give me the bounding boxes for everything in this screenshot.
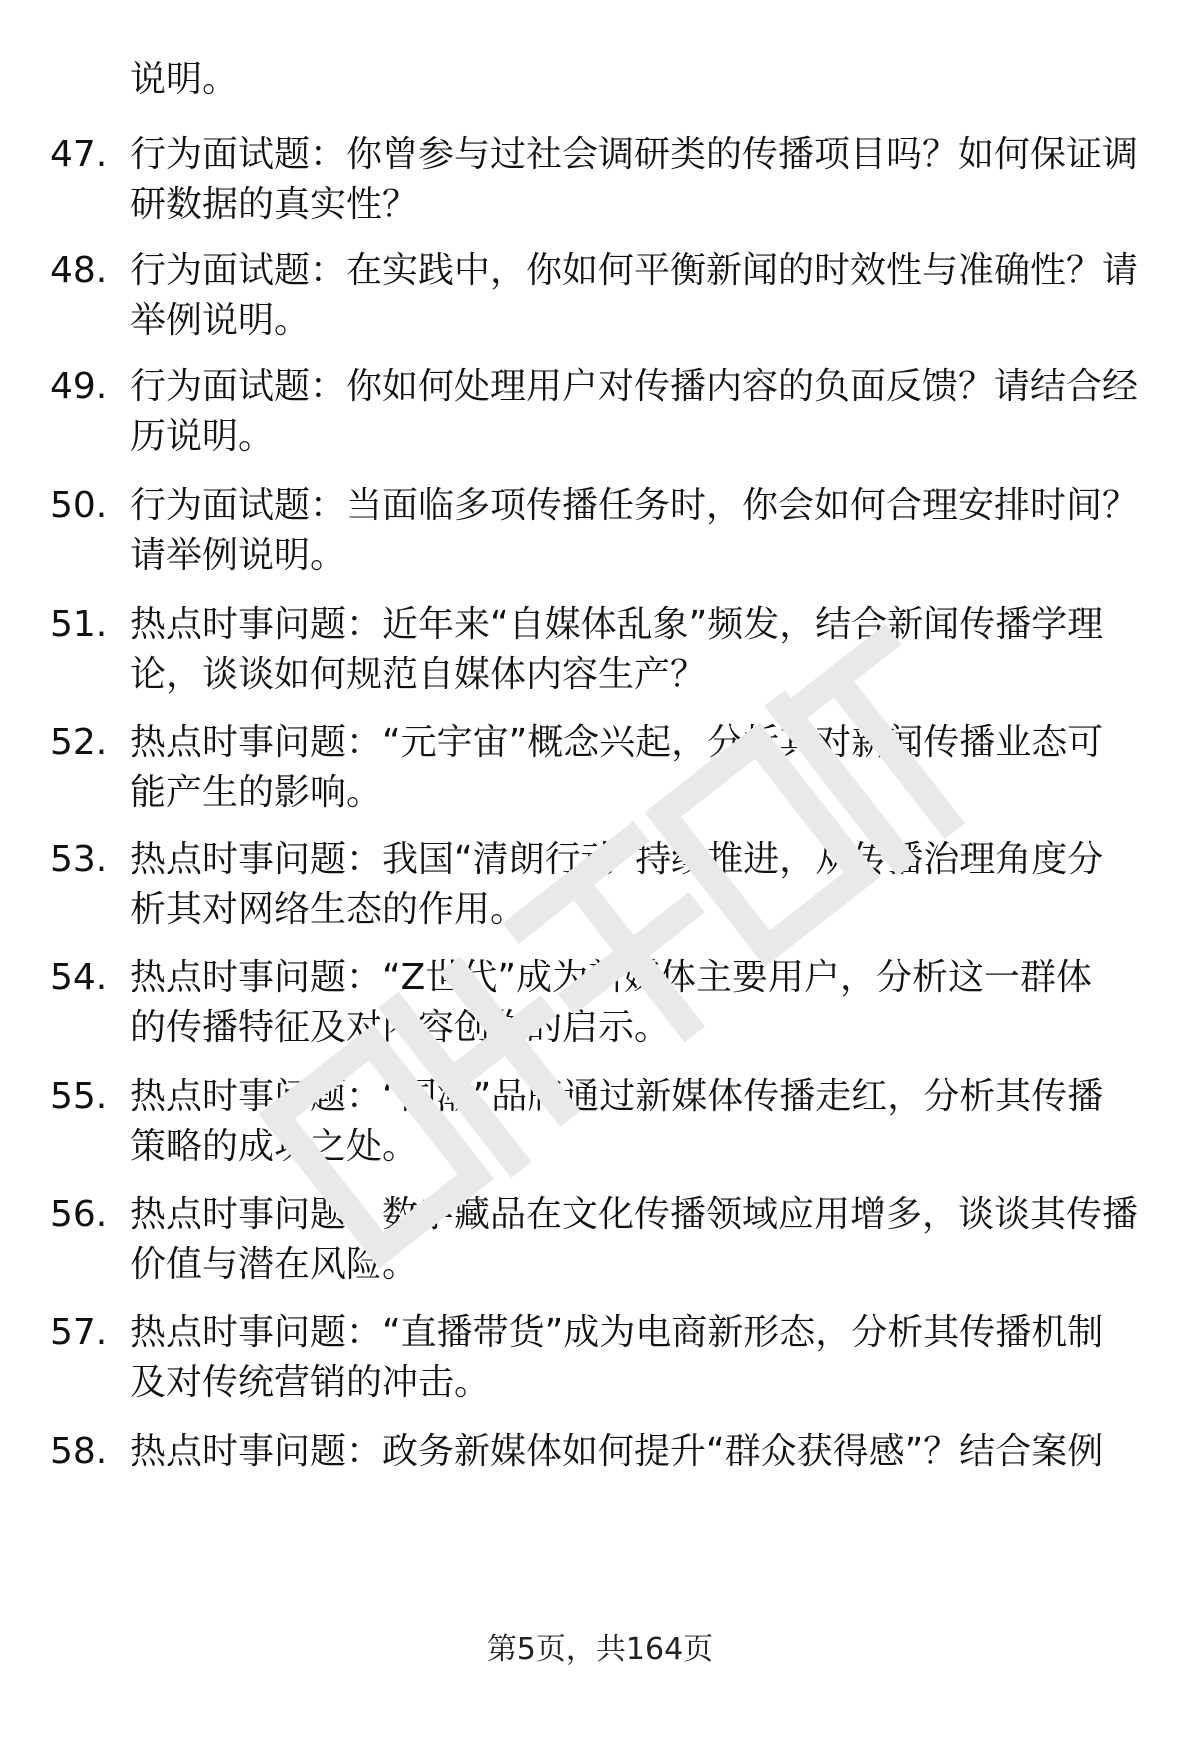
question-text-line: 析其对网络生态的作用。 (130, 889, 527, 930)
question-text-line: 热点时事问题：“Z世代”成为新媒体主要用户，分析这一群体 (130, 957, 1092, 998)
question-text-line: 及对传统营销的冲击。 (130, 1362, 491, 1403)
question-number: 58. (50, 1431, 108, 1472)
question-number: 56. (50, 1194, 108, 1235)
question-number: 57. (50, 1312, 108, 1353)
question-text-line: 举例说明。 (130, 300, 311, 341)
question-number: 54. (50, 957, 108, 998)
question-item-47 (50, 130, 1150, 230)
question-item-54 (50, 953, 1150, 1053)
question-item-58 (50, 1427, 1150, 1477)
question-text-line: 热点时事问题：“元宇宙”概念兴起，分析其对新闻传播业态可 (130, 722, 1104, 763)
question-item-50 (50, 481, 1150, 581)
question-text-line: 行为面试题：你如何处理用户对传播内容的负面反馈？请结合经 (130, 366, 1139, 407)
question-text-line: 历说明。 (130, 416, 275, 457)
question-number: 49. (50, 366, 108, 407)
question-text-line: 能产生的影响。 (130, 772, 383, 813)
continuation-text (50, 55, 1150, 105)
question-item-51 (50, 600, 1150, 700)
question-text-line: 行为面试题：你曾参与过社会调研类的传播项目吗？如何保证调 (130, 134, 1139, 175)
question-number: 55. (50, 1076, 108, 1117)
question-item-57 (50, 1308, 1150, 1408)
question-number: 48. (50, 250, 108, 291)
question-text-line: 的传播特征及对内容创作的启示。 (130, 1007, 671, 1048)
question-item-48 (50, 246, 1150, 346)
question-text-line: 热点时事问题：近年来“自媒体乱象”频发，结合新闻传播学理 (130, 604, 1104, 645)
question-text-line: 热点时事问题：我国“清朗行动”持续推进，从传播治理角度分 (130, 839, 1104, 880)
question-text-line: 策略的成功之处。 (130, 1126, 419, 1167)
page-footer: 第5页，共164页 (486, 1632, 714, 1667)
question-number: 51. (50, 604, 108, 645)
question-text-line: 研数据的真实性？ (130, 184, 419, 225)
question-number: 47. (50, 134, 108, 175)
question-text-line: 价值与潜在风险。 (130, 1244, 419, 1285)
question-text-line: 热点时事问题：数字藏品在文化传播领域应用增多，谈谈其传播 (130, 1194, 1139, 1235)
question-item-53 (50, 835, 1150, 935)
question-item-49 (50, 362, 1150, 462)
question-text-line: 热点时事问题：“国潮”品牌通过新媒体传播走红，分析其传播 (130, 1076, 1104, 1117)
question-text-line: 请举例说明。 (130, 535, 347, 576)
text-line: 说明。 (130, 59, 239, 100)
question-text-line: 行为面试题：在实践中，你如何平衡新闻的时效性与准确性？请 (130, 250, 1139, 291)
question-item-56 (50, 1190, 1150, 1290)
question-number: 53. (50, 839, 108, 880)
question-text-line: 行为面试题：当面临多项传播任务时，你会如何合理安排时间？ (130, 485, 1139, 526)
question-text-line: 热点时事问题：政务新媒体如何提升“群众获得感”？结合案例 (130, 1431, 1104, 1472)
question-number: 50. (50, 485, 108, 526)
question-text-line: 热点时事问题：“直播带货”成为电商新形态，分析其传播机制 (130, 1312, 1104, 1353)
question-number: 52. (50, 722, 108, 763)
question-text-line: 论，谈谈如何规范自媒体内容生产？ (130, 654, 707, 695)
question-item-52 (50, 718, 1150, 818)
question-item-55 (50, 1072, 1150, 1172)
